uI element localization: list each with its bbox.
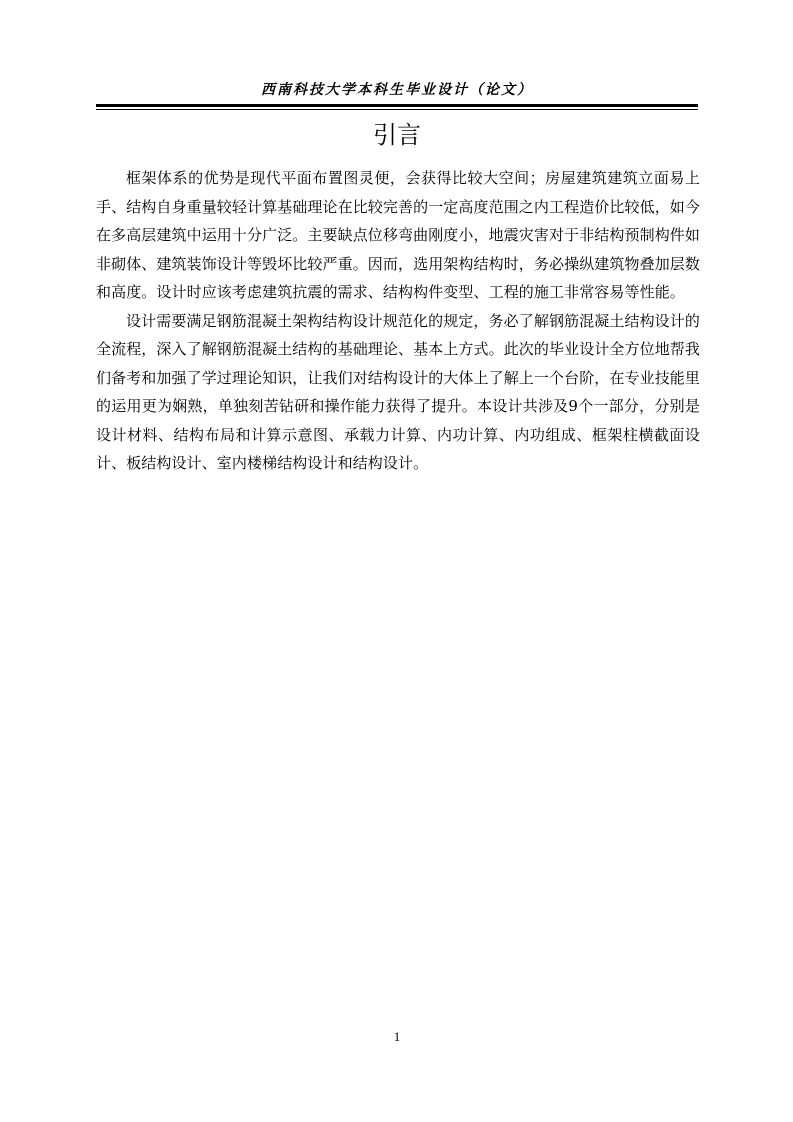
page-number: 1 bbox=[393, 1029, 401, 1044]
body-text bbox=[96, 164, 700, 478]
paragraph-1: 框架体系的优势是现代平面布置图灵便，会获得比较大空间；房屋建筑建筑立面易上手、结构自身重量较轻计算基础理论在比较完善的一定高度范围之内工程造价比较低，如今在多高层建筑中运用十分广泛。主要缺点位移弯曲刚度小，地震灾害对于非结构预制构件如非砌体、建筑装饰设计等毁坏比较严重。因而，选用架构结构时，务必操纵建筑物叠加层数和高度。设计时应该考虑建筑抗震的需求、结构构件变型、工程的施工非常容易等性能。 bbox=[96, 169, 701, 301]
header-rule-thin bbox=[96, 109, 698, 110]
running-header: 西南科技大学本科生毕业设计（论文） bbox=[261, 82, 533, 98]
paragraph-2: 设计需要满足钢筋混凝土架构结构设计规范化的规定，务必了解钢筋混凝土结构设计的全流程，深入了解钢筋混凝土结构的基础理论、基本上方式。此次的毕业设计全方位地帮我们备考和加强了学过理论知识，让我们对结构设计的大体上了解上一个台阶，在专业技能里的运用更为娴熟，单独刻苦钻研和操作能力获得了提升。本设计共涉及9个一部分，分别是设计材料、结构布局和计算示意图、承载力计算、内功计算、内功组成、框架柱横截面设计、板结构设计、室内楼梯结构设计和结构设计。 bbox=[96, 311, 701, 472]
chapter-title: 引言 bbox=[373, 121, 421, 149]
header-rule-thick bbox=[96, 104, 698, 107]
